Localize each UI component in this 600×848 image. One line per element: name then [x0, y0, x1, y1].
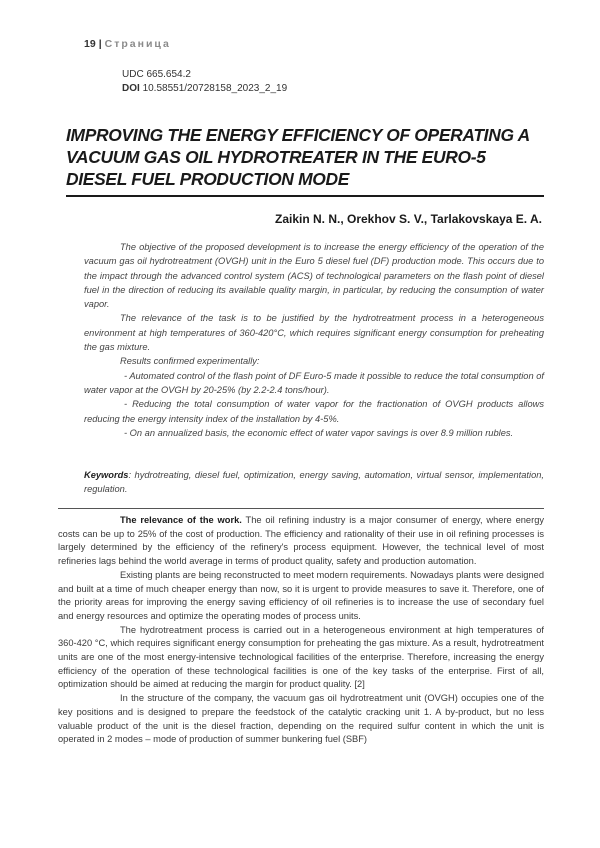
- abstract-list-item: - On an annualized basis, the economic effect of water vapor savings is over 8.9 million rubles.: [124, 427, 514, 438]
- body-text: The oil refining industry is a major consumer of energy, where energy costs can be up to 25% of the cost of production. The efficiency and rationality of their use in oil refining processes is largely determined by the efficiency of the refinery's process equipment. However, the technical level of most refineries lags behind the world average in terms of product quality, safety and production automation.: [58, 515, 545, 567]
- keywords: [84, 468, 544, 497]
- page-number: 19: [84, 38, 96, 50]
- article-title: IMPROVING THE ENERGY EFFICIENCY OF OPERATING A VACUUM GAS OIL HYDROTREATER IN THE EURO-5 DIESEL FUEL PRODUCTION MODE: [66, 125, 530, 189]
- abstract-list-item: - Reducing the total consumption of water vapor for the fractionation of OVGH products allows reducing the energy intensity index of the installation by 4-5%.: [84, 399, 544, 424]
- doi-value: 10.58551/20728158_2023_2_19: [142, 83, 288, 94]
- body-paragraph: [58, 514, 544, 569]
- keywords-text: : hydrotreating, diesel fuel, optimization, energy saving, automation, virtual sensor, implementation, regulation.: [84, 470, 544, 495]
- udc-code: UDC 665.654.2: [122, 69, 191, 80]
- page-header: [84, 38, 171, 50]
- abstract-paragraph: Results confirmed experimentally:: [120, 356, 260, 367]
- abstract: [84, 240, 544, 440]
- abstract-list-item: - Automated control of the flash point of DF Euro-5 made it possible to reduce the total consumption of water vapor at the OVGH by 20-25% (by 2.2-2.4 tons/hour).: [84, 370, 544, 395]
- doi-label: DOI: [122, 83, 140, 94]
- page-label: Страница: [104, 38, 171, 50]
- doi-line: [122, 82, 287, 96]
- title-rule: [66, 195, 544, 197]
- keywords-label: Keywords: [84, 470, 129, 480]
- abstract-paragraph: The relevance of the task is to be justified by the hydrotreatment process in a heterogeneous environment at high temperatures of 360-420°C, which requires significant energy consumption for preheating the gas mixture.: [84, 313, 544, 353]
- body-paragraph: In the structure of the company, the vacuum gas oil hydrotreatment unit (OVGH) occupies one of the key positions and is designed to prepare the feedstock of the catalytic cracking unit 1. A by-product, but no less valuable product of the unit is the diesel fraction, depending on the required sulfur content in which the unit is operated in 2 modes – mode of production of summer bunkering fuel (SBF): [58, 693, 544, 745]
- header-separator: |: [98, 38, 102, 50]
- article-authors: Zaikin N. N., Orekhov S. V., Tarlakovskaya E. A.: [274, 212, 542, 226]
- body-paragraph: Existing plants are being reconstructed to meet modern requirements. Nowadays plants were designed and built at a time of much cheaper energy than now, so it is urgent to provide measures to save it. Therefore, one of the priority areas for improving the energy saving efficiency of oil refineries is to increase the use of secondary fuel and energy resources and optimize the operating modes of process units.: [58, 569, 544, 621]
- abstract-paragraph: The objective of the proposed development is to increase the energy efficiency of the operation of the vacuum gas oil hydrotreatment (OVGH) unit in the Euro 5 diesel fuel (DF) production mode. This occurs due to the impact through the advanced control system (ACS) of technological parameters on the flash point of diesel fuel in the direction of reducing its available quality margin, in particular, by reducing the consumption of water vapor.: [84, 242, 544, 310]
- section-divider: [58, 508, 544, 509]
- relevance-lead: The relevance of the work.: [120, 515, 242, 525]
- article-body: [58, 514, 544, 747]
- article-meta: [122, 68, 287, 96]
- body-paragraph: The hydrotreatment process is carried out in a heterogeneous environment at high temperatures of 360-420 °C, which requires significant energy consumption for preheating the gas mixture. As a result, hydrotreatment units are one of the most energy-intensive technological facilities of the enterprise. Therefore, increasing the energy efficiency of the operation of these technological facilities is one of the key tasks of the enterprise. First of all, optimization should be aimed at reducing the margin for product quality. [2]: [58, 624, 544, 690]
